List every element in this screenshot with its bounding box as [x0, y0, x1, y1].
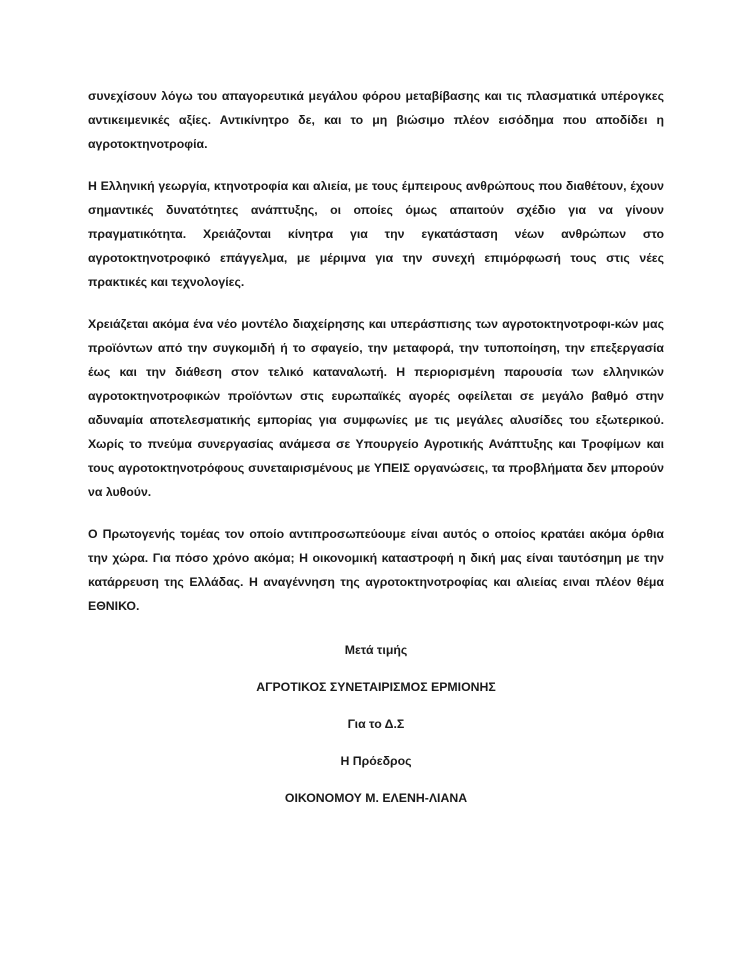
paragraph-1: συνεχίσουν λόγω του απαγορευτικά μεγάλου φόρου μεταβίβασης και τις πλασματικά υπέρογκες αντικειμενικές αξίες. Αντικίνητρο δε, και το μη βιώσιμο πλέον εισόδημα που αποδίδει η αγροτοκτηνοτροφία. [88, 89, 664, 151]
paragraph-2: Η Ελληνική γεωργία, κτηνοτροφία και αλιεία, με τους έμπειρους ανθρώπους που διαθέτουν, έχουν σημαντικές δυνατότητες ανάπτυξης, οι οποίες όμως απαιτούν σχέδιο για να γίνουν πραγματικότητα. Χρειάζονται κίνητρα για την εγκατάσταση νέων ανθρώπων στο αγροτοκτηνοτροφικό επάγγελμα, με μέριμνα για την συνεχή επιμόρφωσή τους στις νέες πρακτικές και τεχνολογίες. [88, 179, 664, 289]
signature-block [88, 632, 664, 817]
signatory-role: Η Πρόεδρος [340, 754, 412, 768]
organization-name: ΑΓΡΟΤΙΚΟΣ ΣΥΝΕΤΑΙΡΙΣΜΟΣ ΕΡΜΙΟΝΗΣ [256, 680, 496, 694]
paragraph-3: Χρειάζεται ακόμα ένα νέο μοντέλο διαχείρησης και υπεράσπισης των αγροτοκτηνοτροφι-κών μας προϊόντων από την συγκομιδή ή το σφαγείο, την μεταφορά, την τυποποίηση, την επεξεργασία έως και την διάθεση στον τελικό καταναλωτή. Η περιορισμένη παρουσία των ελληνικών αγροτοκτηνοτροφικών προϊόντων στις ευρωπαϊκές αγορές οφείλεται σε μεγάλο βαθμό στην αδυναμία αποτελεσματικής εμπορίας για συμφωνίες με τις μεγάλες αλυσίδες του εξωτερικού. Χωρίς το πνεύμα συνεργασίας ανάμεσα σε Υπουργείο Αγροτικής Ανάπτυξης και Τροφίμων και τους αγροτοκτηνοτρόφους συνεταιρισμένους με ΥΠΕΙΣ οργανώσεις, τα προβλήματα δεν μπορούν να λυθούν. [88, 317, 664, 499]
paragraph-4: Ο Πρωτογενής τομέας τον οποίο αντιπροσωπεύουμε είναι αυτός ο οποίος κρατάει ακόμα όρθια την χώρα. Για πόσο χρόνο ακόμα; Η οικονομική καταστροφή η δική μας είναι ταυτόσημη με την κατάρρευση της Ελλάδας. Η αναγέννηση της αγροτοκτηνοτροφίας και αλιείας ειναι πλέον θέμα ΕΘΝΙΚΟ. [88, 527, 664, 613]
signatory-name: ΟΙΚΟΝΟΜΟΥ Μ. ΕΛΕΝΗ-ΛΙΑΝΑ [284, 791, 468, 805]
salutation: Μετά τιμής [344, 643, 408, 657]
on-behalf-line: Για το Δ.Σ [347, 717, 405, 731]
letter-body [88, 84, 664, 636]
